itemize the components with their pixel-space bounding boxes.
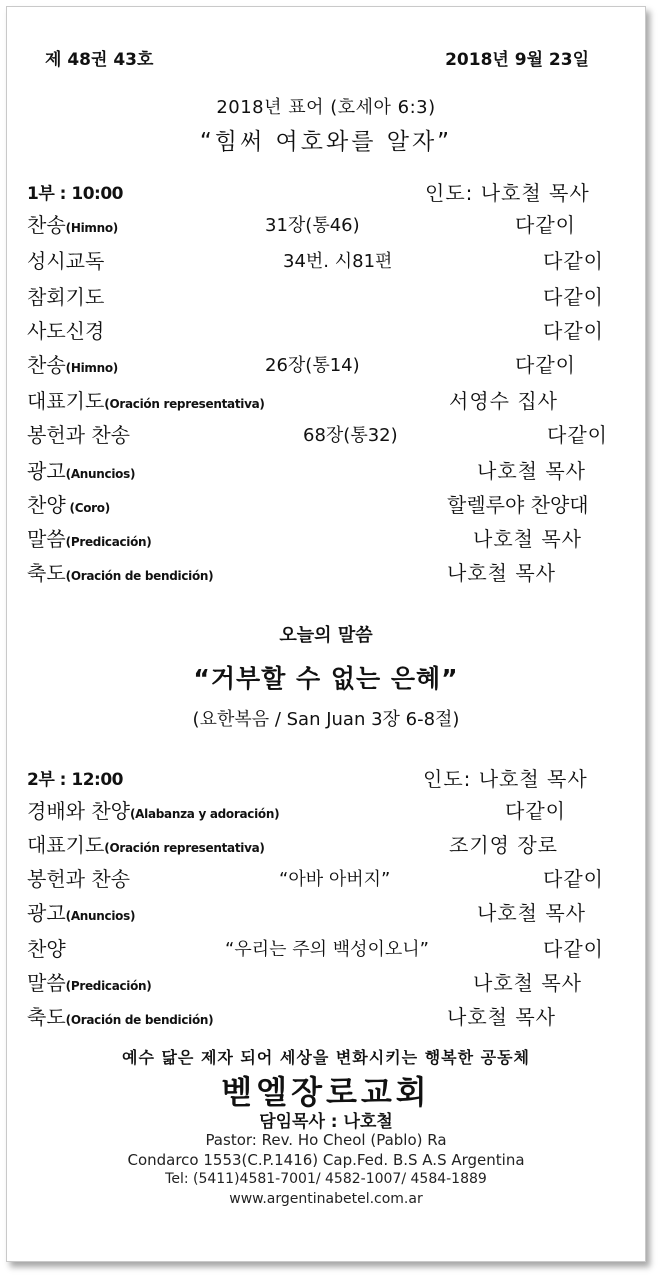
order-row: [7, 281, 645, 311]
order-row: [7, 557, 645, 587]
theme-motto: “힘써 여호와를 알자”: [199, 129, 453, 155]
order-label-es: (Coro): [65, 501, 110, 515]
order-row: [7, 829, 645, 859]
order-label-es: (Oración representativa): [104, 397, 265, 411]
order-label-es: (Predicación): [65, 535, 152, 549]
order-label-es: (Predicación): [65, 979, 152, 993]
order-detail: 68장(통32): [303, 425, 398, 446]
order-label-es: (Himno): [65, 361, 118, 375]
order-row: [7, 863, 645, 893]
order-leader: 다같이: [515, 213, 576, 237]
order-leader: 다같이: [543, 285, 604, 309]
order-label: 말씀: [27, 527, 66, 551]
order-row: [7, 455, 645, 485]
order-label: 성시교독: [27, 249, 105, 273]
order-label: 축도: [27, 561, 66, 585]
order-label: 봉헌과 찬송: [27, 423, 130, 447]
order-leader: 다같이: [543, 319, 604, 343]
order-label: 대표기도: [27, 833, 105, 857]
issue-date: 2018년 9월 23일: [445, 50, 589, 70]
order-row: [7, 795, 645, 825]
order-row: [7, 209, 645, 239]
order-leader: 나호철 목사: [473, 527, 582, 551]
order-label: 찬송: [27, 213, 66, 237]
order-label-es: (Anuncios): [65, 467, 136, 481]
order-leader: 할렐루야 찬양대: [447, 493, 589, 517]
order-row: [7, 385, 645, 415]
order-detail: 26장(통14): [265, 355, 360, 376]
issue-number: 제 48권 43호: [45, 50, 154, 70]
order-leader: 나호철 목사: [447, 1005, 556, 1029]
order-label: 말씀: [27, 971, 66, 995]
order-row: [7, 419, 645, 449]
bulletin-page: [6, 6, 646, 1262]
order-leader: 다같이: [543, 249, 604, 273]
order-leader: 나호철 목사: [477, 901, 586, 925]
order-label: 찬송: [27, 353, 66, 377]
church-phone: Tel: (5411)4581-7001/ 4582-1007/ 4584-1889: [165, 1171, 487, 1187]
pastor-english: Pastor: Rev. Ho Cheol (Pablo) Ra: [205, 1131, 447, 1149]
order-row: [7, 967, 645, 997]
sermon-heading: 오늘의 말씀: [279, 625, 373, 646]
order-label: 찬양: [27, 493, 66, 517]
order-row: [7, 349, 645, 379]
order-label: 찬양: [27, 937, 66, 961]
order-leader: 나호철 목사: [473, 971, 582, 995]
order-row: [7, 523, 645, 553]
order-leader: 다같이: [543, 867, 604, 891]
order-label-es: (Himno): [65, 221, 118, 235]
order-label: 대표기도: [27, 389, 105, 413]
part1-leader: 인도: 나호철 목사: [425, 181, 590, 205]
church-website[interactable]: www.argentinabetel.com.ar: [229, 1191, 423, 1207]
sermon-title: “거부할 수 없는 은혜”: [193, 664, 459, 693]
order-row: [7, 489, 645, 519]
order-label-es: (Alabanza y adoración): [129, 807, 280, 821]
order-leader: 조기영 장로: [449, 833, 558, 857]
church-name: 벧엘장로교회: [221, 1073, 431, 1111]
order-label: 사도신경: [27, 319, 105, 343]
part1-time: 1부 : 10:00: [27, 184, 123, 204]
order-detail: 31장(통46): [265, 215, 360, 236]
order-label: 축도: [27, 1005, 66, 1029]
sermon-reference: (요한복음 / San Juan 3장 6-8절): [192, 709, 460, 730]
order-label: 참회기도: [27, 285, 105, 309]
order-label-es: (Oración representativa): [104, 841, 265, 855]
order-label-es: (Oración de bendición): [65, 569, 214, 583]
order-label: 광고: [27, 459, 66, 483]
order-label: 경배와 찬양: [27, 799, 130, 823]
order-row: [7, 933, 645, 963]
order-detail: “아바 아버지”: [279, 869, 391, 890]
church-address: Condarco 1553(C.P.1416) Cap.Fed. B.S A.S Argentina: [127, 1151, 525, 1169]
order-label: 봉헌과 찬송: [27, 867, 130, 891]
order-row: [7, 315, 645, 345]
order-leader: 다같이: [515, 353, 576, 377]
order-leader: 다같이: [543, 937, 604, 961]
part2-time: 2부 : 12:00: [27, 770, 123, 790]
order-leader: 나호철 목사: [447, 561, 556, 585]
order-leader: 다같이: [547, 423, 608, 447]
order-detail: 34번. 시81편: [283, 251, 393, 272]
senior-pastor: 담임목사 : 나호철: [259, 1112, 393, 1132]
order-detail: “우리는 주의 백성이오니”: [225, 939, 429, 960]
order-row: [7, 897, 645, 927]
church-slogan: 예수 닮은 제자 되어 세상을 변화시키는 행복한 공동체: [121, 1048, 531, 1067]
theme-verse: 2018년 표어 (호세아 6:3): [216, 97, 436, 118]
order-leader: 나호철 목사: [477, 459, 586, 483]
order-label: 광고: [27, 901, 66, 925]
order-row: [7, 1001, 645, 1031]
order-label-es: (Anuncios): [65, 909, 136, 923]
order-leader: 다같이: [505, 799, 566, 823]
order-row: [7, 245, 645, 275]
order-label-es: (Oración de bendición): [65, 1013, 214, 1027]
order-leader: 서영수 집사: [449, 389, 558, 413]
part2-leader: 인도: 나호철 목사: [423, 767, 588, 791]
